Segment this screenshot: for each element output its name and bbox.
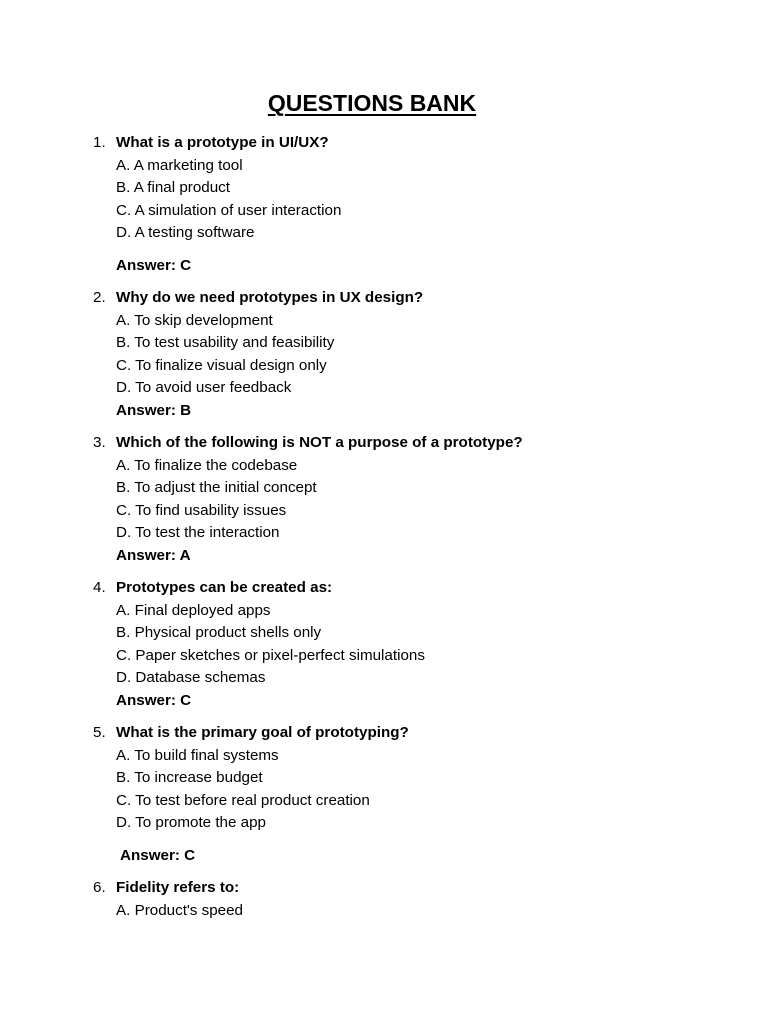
option-d: D. Database schemas bbox=[116, 669, 266, 686]
answer-line: Answer: A bbox=[116, 546, 191, 564]
option-b: B. A final product bbox=[116, 179, 230, 196]
spacer bbox=[93, 867, 733, 877]
question-number: 3. bbox=[93, 434, 106, 451]
question-item bbox=[93, 577, 733, 722]
option-b: B. To test usability and feasibility bbox=[116, 334, 335, 351]
answer-line: Answer: B bbox=[116, 401, 192, 419]
option-d: D. To test the interaction bbox=[116, 524, 280, 541]
option-a: A. To build final systems bbox=[116, 746, 279, 764]
question-number: 6. bbox=[93, 879, 106, 896]
question-line bbox=[93, 577, 733, 600]
option-a: A. To skip development bbox=[116, 311, 273, 329]
option-a: A. Product's speed bbox=[116, 901, 244, 919]
spacer bbox=[93, 277, 733, 287]
spacer bbox=[93, 245, 733, 255]
spacer bbox=[93, 712, 733, 722]
option-c: C. To finalize visual design only bbox=[116, 356, 327, 374]
question-text: What is a prototype in UI/UX? bbox=[116, 134, 329, 151]
option-d: D. To avoid user feedback bbox=[116, 379, 292, 396]
question-text: What is the primary goal of prototyping? bbox=[116, 724, 409, 741]
question-line bbox=[93, 432, 733, 455]
option-b: B. Physical product shells only bbox=[116, 624, 322, 641]
option-d: D. To promote the app bbox=[116, 814, 266, 831]
option-c: C. To test before real product creation bbox=[116, 791, 370, 809]
spacer bbox=[93, 422, 733, 432]
question-item bbox=[93, 722, 733, 877]
question-list bbox=[93, 132, 733, 922]
option-a: A. To finalize the codebase bbox=[116, 456, 298, 474]
option-c: C. Paper sketches or pixel-perfect simulations bbox=[116, 646, 425, 664]
option-c: C. A simulation of user interaction bbox=[116, 201, 342, 219]
question-number: 5. bbox=[93, 724, 106, 741]
question-line bbox=[93, 722, 733, 745]
question-line bbox=[93, 132, 733, 155]
question-text: Prototypes can be created as: bbox=[116, 579, 333, 596]
option-b: B. To adjust the initial concept bbox=[116, 479, 317, 496]
answer-line: Answer: C bbox=[120, 846, 196, 864]
question-text: Fidelity refers to: bbox=[116, 879, 240, 896]
option-b: B. To increase budget bbox=[116, 769, 263, 786]
question-text: Which of the following is NOT a purpose of a prototype? bbox=[116, 434, 523, 451]
option-a: A. Final deployed apps bbox=[116, 601, 271, 619]
question-number: 4. bbox=[93, 579, 106, 596]
option-a: A. A marketing tool bbox=[116, 156, 243, 174]
answer-line: Answer: C bbox=[116, 256, 192, 274]
question-text: Why do we need prototypes in UX design? bbox=[116, 289, 424, 306]
question-line bbox=[93, 877, 733, 900]
option-c: C. To find usability issues bbox=[116, 501, 287, 519]
question-item bbox=[93, 877, 733, 922]
page-title: QUESTIONS BANK bbox=[267, 90, 477, 116]
question-line bbox=[93, 287, 733, 310]
option-d: D. A testing software bbox=[116, 224, 255, 241]
question-item bbox=[93, 432, 733, 577]
spacer bbox=[93, 835, 733, 845]
spacer bbox=[93, 567, 733, 577]
answer-line: Answer: C bbox=[116, 691, 192, 709]
question-number: 2. bbox=[93, 289, 106, 306]
question-item bbox=[93, 287, 733, 432]
question-item bbox=[93, 132, 733, 287]
question-number: 1. bbox=[93, 134, 106, 151]
